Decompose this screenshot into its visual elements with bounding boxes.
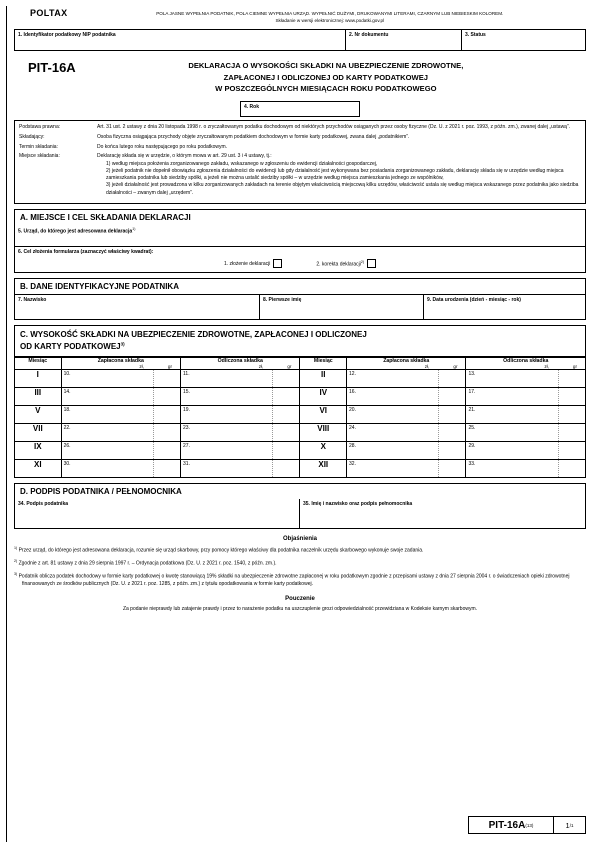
field-number: 31. [183, 461, 190, 468]
table-row [15, 370, 586, 388]
form-code: PIT-16A [28, 59, 76, 75]
identification-row [14, 29, 586, 51]
header-instructions [74, 8, 586, 25]
grosz-separator [153, 370, 154, 387]
field-number: 24. [349, 425, 356, 432]
grosz-separator [153, 442, 154, 459]
field-purpose[interactable] [14, 247, 586, 273]
section-c-title [14, 325, 586, 357]
legal-basis-label: Podstawa prawna: [19, 124, 61, 131]
col-month-1: Miesiąc [15, 358, 62, 370]
field-firstname[interactable] [260, 294, 424, 320]
amount-deducted-cell[interactable] [181, 406, 300, 424]
section-c [14, 325, 586, 478]
filer-label: Składający: [19, 133, 45, 140]
filer-row [19, 134, 581, 141]
unit-zl: zł, [544, 364, 549, 370]
deadline-value: Do końca lutego roku następującego po roku podatkowym. [97, 143, 228, 150]
month-label: XI [15, 460, 62, 478]
amount-paid-cell[interactable] [347, 406, 466, 424]
field-taxpayer-signature[interactable] [14, 499, 300, 529]
footnote-3 [14, 572, 586, 589]
grosz-separator [272, 460, 273, 477]
amount-paid-cell[interactable] [347, 424, 466, 442]
filer-value: Osoba fizyczna osiągająca przychody objęte zryczałtowanym podatkiem dochodowym w formie karty podatkowej, zwana dalej „podatnikiem”. [97, 133, 410, 140]
month-label: VIII [300, 424, 347, 442]
field-doc-number[interactable] [346, 29, 462, 51]
field-office[interactable] [14, 225, 586, 247]
amount-deducted-cell[interactable] [181, 370, 300, 388]
grosz-separator [438, 424, 439, 441]
form-title-line2: ZAPŁACONEJ I ODLICZONEJ OD KARTY PODATKOWEJ [223, 72, 429, 82]
col-deducted-1-units [181, 364, 299, 369]
amount-paid-cell[interactable] [61, 406, 180, 424]
form-title-line3: W POSZCZEGÓLNYCH MIESIĄCACH ROKU PODATKOWEGO [215, 84, 437, 94]
place-point-2: 2) jeżeli podatnik nie dopełnił obowiązku zgłoszenia działalności do ewidencji lub gdy działalność jest wykonywana bez posiadania zorganizowanego zakładu, deklarację składa się w urzędzie według miejsca zamieszkania podatnika lub siedziby spółki, a jeżeli nie można ustalić siedziby spółki – w urzędzie według miejsca zamieszkania jednego ze wspólników, [106, 167, 564, 182]
field-nip[interactable] [14, 29, 346, 51]
purpose-option-correction-checkbox[interactable] [367, 259, 376, 268]
amount-paid-cell[interactable] [61, 388, 180, 406]
field-number: 16. [349, 389, 356, 396]
unit-gr: gr [167, 364, 173, 370]
left-margin-rule [6, 6, 7, 842]
field-number: 13. [468, 371, 476, 378]
field-number: 10. [63, 371, 71, 378]
amount-paid-cell[interactable] [61, 370, 180, 388]
field-doc-number-label: 2. Nr dokumentu [349, 31, 389, 38]
purpose-option-submit[interactable] [224, 259, 282, 268]
month-label: IV [300, 388, 347, 406]
footer-page-current: 1 [565, 820, 570, 830]
purpose-option-correction-label [316, 260, 364, 268]
col-deducted-2 [466, 358, 586, 370]
legal-basis-block [14, 120, 586, 204]
month-label: VI [300, 406, 347, 424]
amount-deducted-cell[interactable] [181, 424, 300, 442]
table-row [15, 442, 586, 460]
col-deducted-1 [181, 358, 300, 370]
field-number: 33. [468, 461, 476, 468]
col-deducted-2-units [466, 364, 585, 369]
footer-form-code [468, 816, 554, 834]
unit-zl: zł, [139, 364, 144, 370]
month-label: X [300, 442, 347, 460]
table-row [15, 406, 586, 424]
amount-deducted-cell[interactable] [181, 442, 300, 460]
deadline-row [19, 144, 581, 151]
amount-deducted-cell[interactable] [466, 370, 586, 388]
section-b-title: B. DANE IDENTYFIKACYJNE PODATNIKA [14, 278, 586, 294]
table-row [15, 424, 586, 442]
grosz-separator [438, 442, 439, 459]
place-point-3: 3) jeżeli działalność jest prowadzona w kilku zorganizowanych zakładach na terenie objętym właściwością miejscową kilku urzędów, właściwość ustala się według miejsca wskazanego przez podatnika jako siedziba działalności – zwanym dalej „urzędem”. [106, 182, 579, 196]
col-deducted-2-title: Odliczona składka [503, 358, 549, 365]
field-status-label: 3. Status [465, 31, 486, 38]
purpose-option-correction-text: 2. korekta deklaracji [316, 261, 361, 268]
field-purpose-label: 6. Cel złożenia formularza (zaznaczyć właściwy kwadrat): [18, 249, 154, 256]
grosz-separator [438, 460, 439, 477]
footnote-3-text: Podatnik oblicza podatek dochodowy w formie karty podatkowej o kwotę stanowiącą 19% składki na ubezpieczenie zdrowotne zapłaconej w roku podatkowym zgodnie z przepisami ustawy z dnia 27 sierpnia 2004 r. o świadczeniach opieki zdrowotnej finansowanych ze środków publicznych (Dz. U. z 2021 r. poz. 1285, z późn. zm.) z tytułu opodatkowania w formie karty podatkowej. [18, 573, 570, 587]
taxpayer-fields-row [14, 294, 586, 320]
amount-paid-cell[interactable] [347, 460, 466, 478]
table-row [15, 388, 586, 406]
footnotes-title: Objaśnienia [282, 536, 317, 543]
form-title-line1: DEKLARACJA O WYSOKOŚCI SKŁADKI NA UBEZPIECZENIE ZDROWOTNE, [188, 60, 464, 70]
field-surname[interactable] [14, 294, 260, 320]
field-birthdate-label: 9. Data urodzenia (dzień - miesiąc - rok) [427, 297, 521, 304]
grosz-separator [558, 388, 559, 405]
grosz-separator [153, 460, 154, 477]
pouczenie-body: Za podanie nieprawdy lub zatajenie prawdy i przez to narażenie podatku na uszczuplenie grozi odpowiedzialność przewidziana w Kodeksie karnym skarbowym. [122, 606, 478, 613]
month-label: V [15, 406, 62, 424]
grosz-separator [272, 406, 273, 423]
footnote-3-marker: 3) [14, 571, 18, 576]
field-number: 27. [183, 443, 190, 450]
section-a [14, 209, 586, 273]
col-month-2: Miesiąc [300, 358, 347, 370]
place-point-1: 1) według miejsca położenia zorganizowanego zakładu, wskazanego w zgłoszeniu do ewidencji działalności gospodarczej, [106, 160, 378, 167]
col-paid-1-title: Zapłacona składka [97, 358, 144, 365]
section-c-title-text1: C. WYSOKOŚĆ SKŁADKI NA UBEZPIECZENIE ZDROWOTNE, ZAPŁACONEJ I ODLICZONEJ [20, 330, 367, 340]
place-intro: Deklarację składa się w urzędzie, o którym mowa w art. 29 ust. 3 i 4 ustawy, tj.: [97, 153, 272, 160]
grosz-separator [558, 406, 559, 423]
field-number: 20. [349, 407, 356, 414]
section-d [14, 483, 586, 529]
place-row [19, 153, 581, 197]
grosz-separator [272, 370, 273, 387]
field-birthdate[interactable] [424, 294, 586, 320]
section-c-title-line2 [20, 341, 580, 353]
unit-gr: gr [287, 364, 292, 370]
month-label: II [300, 370, 347, 388]
amount-paid-cell[interactable] [347, 442, 466, 460]
purpose-option-correction-footnote-ref: 2) [360, 260, 365, 264]
field-number: 22. [63, 425, 71, 432]
table-row [15, 460, 586, 478]
col-paid-2 [347, 358, 466, 370]
field-nip-label: 1. Identyfikator podatkowy NIP podatnika [18, 31, 116, 38]
grosz-separator [558, 460, 559, 477]
header-instruction-line1: POLA JASNE WYPEŁNIA PODATNIK, POLA CIEMNE WYPEŁNIA URZĄD. WYPEŁNIĆ DUŻYMI, DRUKOWANYMI LITERAMI, CZARNYM LUB NIEBIESKIM KOLOREM. [156, 11, 504, 16]
legal-basis-row [19, 124, 581, 131]
amount-paid-cell[interactable] [61, 442, 180, 460]
purpose-option-submit-checkbox[interactable] [273, 259, 282, 268]
grosz-separator [153, 424, 154, 441]
field-number: 25. [468, 425, 476, 432]
contributions-table [14, 357, 586, 478]
grosz-separator [438, 406, 439, 423]
place-label: Miejsce składania: [19, 153, 60, 160]
field-number: 28. [349, 443, 356, 450]
field-number: 11. [183, 371, 190, 378]
field-firstname-label: 8. Pierwsze imię [263, 297, 302, 304]
document-header [14, 8, 586, 25]
section-c-title-line1 [20, 329, 580, 341]
col-paid-2-units [347, 364, 465, 369]
purpose-options [15, 259, 585, 268]
field-office-label [15, 225, 585, 235]
section-a-title: A. MIEJSCE I CEL SKŁADANIA DEKLARACJI [14, 209, 586, 225]
footer-form-code-text: PIT-16A [488, 819, 526, 831]
field-surname-label: 7. Nazwisko [18, 297, 47, 304]
field-number: 18. [63, 407, 71, 414]
month-label: VII [15, 424, 62, 442]
field-taxpayer-signature-label: 34. Podpis podatnika [18, 501, 69, 508]
unit-zl: zł, [424, 364, 430, 370]
field-year-label: 4. Rok [244, 104, 260, 111]
purpose-option-correction[interactable] [316, 259, 376, 268]
document-footer [14, 816, 586, 834]
section-b [14, 278, 586, 320]
field-number: 29. [468, 443, 476, 450]
amount-paid-cell[interactable] [347, 370, 466, 388]
place-value [97, 153, 581, 197]
footer-page-total: /1 [569, 822, 574, 828]
footnote-2 [14, 559, 586, 568]
table-header-row [15, 358, 586, 370]
form-title-block [14, 60, 586, 95]
footnote-2-text: Zgodnie z art. 81 ustawy z dnia 29 sierpnia 1997 r. – Ordynacja podatkowa (Dz. U. z 2021 r. poz. 1540, z późn. zm.). [18, 560, 277, 567]
field-number: 19. [183, 407, 190, 414]
grosz-separator [438, 370, 439, 387]
grosz-separator [558, 442, 559, 459]
grosz-separator [438, 388, 439, 405]
section-c-title-text2: OD KARTY PODATKOWEJ [20, 342, 121, 352]
year-row [14, 101, 586, 117]
field-number: 21. [468, 407, 476, 414]
unit-gr: gr [453, 364, 458, 370]
field-status[interactable] [462, 29, 586, 51]
purpose-option-submit-label: 1. złożenie deklaracji [223, 260, 271, 267]
legal-basis-value: Art. 31 ust. 2 ustawy z dnia 20 listopada 1998 r. o zryczałtowanym podatku dochodowym od niektórych przychodów osiąganych przez osoby fizyczne (Dz. U. z 2021 r. poz. 1993, z późn. zm.), zwanej dalej „ustawą”. [97, 124, 571, 131]
field-number: 23. [183, 425, 190, 432]
grosz-separator [558, 424, 559, 441]
footnote-1-marker: 1) [14, 546, 18, 551]
section-d-title: D. PODPIS PODATNIKA / PEŁNOMOCNIKA [14, 483, 586, 499]
form-title [86, 60, 586, 95]
field-number: 15. [183, 389, 190, 396]
month-label: IX [15, 442, 62, 460]
unit-zl: zł, [258, 364, 264, 370]
amount-deducted-cell[interactable] [466, 388, 586, 406]
field-office-footnote-ref: 1) [132, 227, 136, 232]
amount-deducted-cell[interactable] [181, 388, 300, 406]
amount-deducted-cell[interactable] [466, 460, 586, 478]
col-paid-1 [61, 358, 180, 370]
deadline-label: Termin składania: [19, 143, 58, 150]
field-office-label-text: 5. Urząd, do którego jest adresowana deklaracja [18, 228, 133, 235]
field-year[interactable] [240, 101, 360, 117]
field-agent-signature[interactable] [300, 499, 586, 529]
field-number: 17. [468, 389, 476, 396]
col-deducted-1-title: Odliczona składka [217, 358, 263, 365]
field-number: 30. [63, 461, 71, 468]
field-number: 32. [349, 461, 356, 468]
month-label: III [15, 388, 62, 406]
col-paid-1-units [62, 364, 180, 369]
amount-deducted-cell[interactable] [466, 406, 586, 424]
amount-paid-cell[interactable] [61, 424, 180, 442]
footnote-1 [14, 546, 586, 555]
grosz-separator [272, 424, 273, 441]
grosz-separator [272, 388, 273, 405]
poltax-logo: POLTAX [30, 8, 68, 18]
field-agent-signature-label: 35. Imię i nazwisko oraz podpis pełnomocnika [303, 501, 413, 508]
field-number: 12. [349, 371, 356, 378]
footnote-2-marker: 2) [14, 558, 18, 563]
header-instruction-line2: Składanie w wersji elektronicznej: www.podatki.gov.pl [275, 17, 385, 23]
signature-row [14, 499, 586, 529]
amount-paid-cell[interactable] [347, 388, 466, 406]
month-label: I [15, 370, 62, 388]
month-label: XII [300, 460, 347, 478]
col-paid-2-title: Zapłacona składka [383, 358, 430, 365]
pouczenie-title: Pouczenie [285, 596, 315, 603]
amount-paid-cell[interactable] [61, 460, 180, 478]
amount-deducted-cell[interactable] [466, 424, 586, 442]
unit-gr: gr [572, 364, 577, 370]
footer-form-version: (13) [525, 822, 534, 828]
field-number: 14. [63, 389, 71, 396]
footer-page-number [554, 816, 586, 834]
grosz-separator [272, 442, 273, 459]
amount-deducted-cell[interactable] [466, 442, 586, 460]
grosz-separator [153, 406, 154, 423]
footnote-1-text: Przez urząd, do którego jest adresowana deklaracja, rozumie się urząd skarbowy, przy pomocy którego właściwy dla podatnika naczelnik urzędu skarbowego wykonuje swoje zadania. [18, 547, 424, 554]
amount-deducted-cell[interactable] [181, 460, 300, 478]
section-c-footnote-ref: 3) [120, 341, 125, 347]
grosz-separator [153, 388, 154, 405]
field-number: 26. [63, 443, 71, 450]
grosz-separator [558, 370, 559, 387]
